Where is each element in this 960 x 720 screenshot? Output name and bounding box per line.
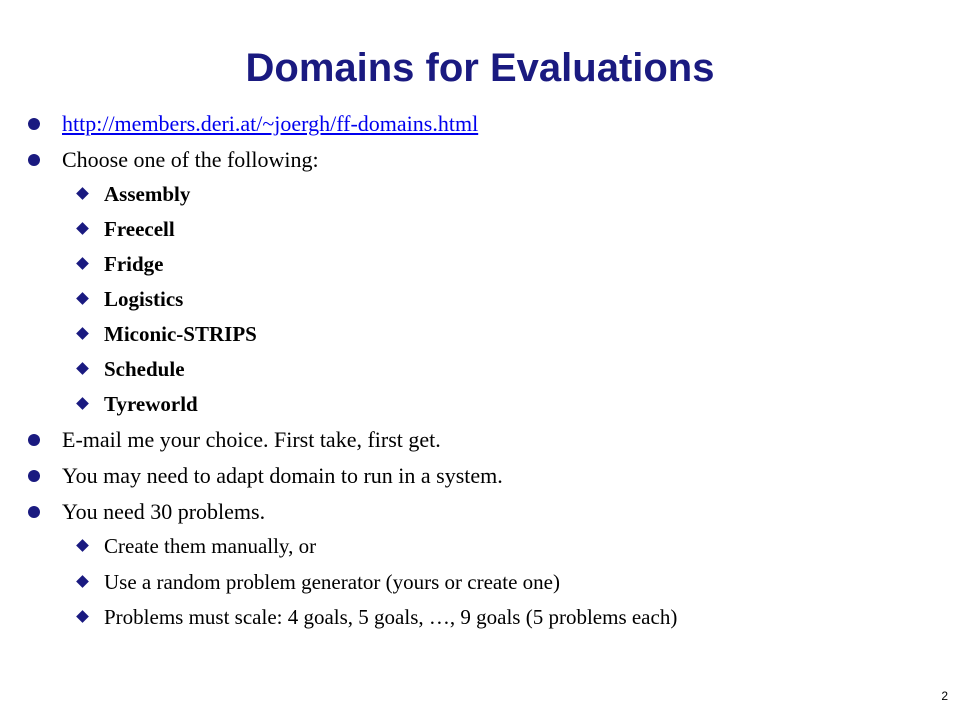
email-text: E-mail me your choice. First take, first get. bbox=[62, 427, 441, 452]
domain-name: Fridge bbox=[104, 252, 164, 276]
domain-name: Tyreworld bbox=[104, 392, 198, 416]
domain-name: Assembly bbox=[104, 182, 191, 206]
bullet-dot-icon bbox=[28, 434, 40, 446]
problem-text: Problems must scale: 4 goals, 5 goals, …, 9 goals (5 problems each) bbox=[104, 605, 678, 629]
problem-text: Use a random problem generator (yours or create one) bbox=[104, 570, 560, 594]
problems-text: You need 30 problems. bbox=[62, 499, 266, 524]
bullet-diamond-icon bbox=[76, 327, 89, 340]
slide-title: Domains for Evaluations bbox=[245, 46, 715, 90]
bullet-dot-icon bbox=[28, 506, 40, 518]
problem-text: Create them manually, or bbox=[104, 534, 317, 558]
domain-name: Logistics bbox=[104, 287, 184, 311]
domain-name: Freecell bbox=[104, 217, 175, 241]
bullet-diamond-icon bbox=[76, 610, 89, 623]
bullet-dot-icon bbox=[28, 118, 40, 130]
bullet-diamond-icon bbox=[76, 292, 89, 305]
bullet-diamond-icon bbox=[76, 362, 89, 375]
domain-name: Miconic-STRIPS bbox=[104, 322, 257, 346]
bullet-diamond-icon bbox=[76, 575, 89, 588]
bullet-diamond-icon bbox=[76, 257, 89, 270]
bullet-diamond-icon bbox=[76, 222, 89, 235]
adapt-text: You may need to adapt domain to run in a system. bbox=[62, 463, 503, 488]
bullet-diamond-icon bbox=[76, 397, 89, 410]
bullet-diamond-icon bbox=[76, 539, 89, 552]
domain-name: Schedule bbox=[104, 357, 185, 381]
bullet-dot-icon bbox=[28, 154, 40, 166]
bullet-dot-icon bbox=[28, 470, 40, 482]
page-number: 2 bbox=[941, 689, 948, 703]
choose-label: Choose one of the following: bbox=[62, 147, 319, 172]
domains-link[interactable]: http://members.deri.at/~joergh/ff-domains.html bbox=[62, 111, 479, 136]
bullet-diamond-icon bbox=[76, 187, 89, 200]
